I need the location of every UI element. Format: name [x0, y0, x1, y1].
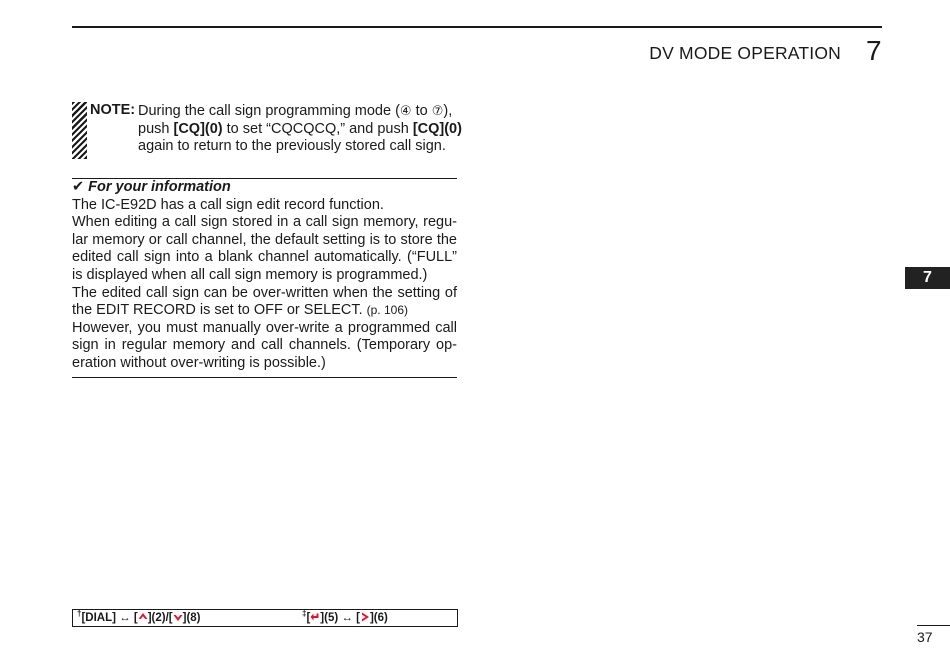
- info-paragraph-1: The IC-E92D has a call sign edit record function.: [72, 196, 384, 213]
- enter-key-label: ](5): [320, 612, 339, 624]
- note-box: [72, 102, 462, 160]
- page-reference: (p. 106): [366, 303, 408, 318]
- info-paragraph-4: However, you must manually over-write a programmed call sign in regular memory and call channels. (Temporary op-eration without over-writing is possible.): [72, 319, 457, 371]
- info-paragraph-3-text: The edited call sign can be over-written when the setting of the EDIT RECORD is set to OFF or SELECT.: [72, 284, 457, 319]
- down-key-label: ](8): [182, 612, 201, 624]
- enter-arrow-icon: [310, 612, 320, 622]
- note-line-3: again to return to the previously stored call sign.: [138, 138, 446, 155]
- info-heading-text: For your information: [88, 179, 231, 195]
- key-legend-left: [77, 610, 201, 626]
- up-down-key-label: ](2)/[: [147, 612, 173, 624]
- swap-symbol-left: ↔: [119, 612, 131, 624]
- cq-key-1: [CQ](0): [173, 120, 223, 137]
- page-number-rule: [917, 625, 950, 626]
- info-box: [72, 178, 457, 378]
- double-dagger-mark: ‡: [302, 609, 307, 619]
- key-legend-right: [302, 610, 388, 626]
- dial-key-label: [DIAL]: [81, 612, 116, 624]
- swap-symbol-right: ↔: [341, 612, 353, 624]
- note-line-1: [138, 102, 460, 121]
- note-line1-mid: to: [411, 103, 432, 119]
- step-start-symbol: ④: [399, 103, 412, 118]
- check-icon: ✔: [72, 179, 85, 195]
- note-line2-pre: push: [138, 120, 174, 137]
- step-end-symbol: ⑦: [431, 103, 444, 118]
- note-line-2: [138, 121, 460, 139]
- chapter-side-tab: [905, 267, 950, 289]
- key-legend-box: [72, 609, 458, 627]
- chapter-title: DV MODE OPERATION: [649, 43, 841, 63]
- note-body: [138, 102, 460, 156]
- note-line1-end: ),: [443, 103, 453, 119]
- note-line2-mid: to set “CQCQCQ,” and push: [222, 120, 413, 137]
- info-paragraph-2: When editing a call sign stored in a call sign memory, regu-lar memory or call channel, the default setting is to store the edited call sign into a blank channel automatically. (“FULL” is displayed when all call sign memory is programmed.): [72, 214, 457, 283]
- enter-key-open: [: [306, 612, 311, 624]
- cq-key-2: [CQ](0): [412, 120, 462, 137]
- right-arrow-icon: [360, 612, 370, 622]
- note-stripes-icon: [72, 102, 87, 159]
- dagger-mark: †: [77, 609, 82, 619]
- top-rule: [72, 26, 882, 28]
- info-heading: [72, 179, 457, 197]
- chapter-side-tab-label: 7: [923, 269, 932, 286]
- note-line1-text: During the call sign programming mode (: [138, 103, 400, 119]
- up-arrow-icon: [138, 612, 148, 622]
- page-number: 37: [917, 629, 933, 645]
- chapter-number: 7: [866, 35, 882, 66]
- right-key-open: [: [356, 612, 360, 624]
- info-paragraph-3: [72, 285, 457, 320]
- up-key-open: [: [133, 612, 138, 624]
- right-key-label: ](6): [369, 612, 388, 624]
- down-arrow-icon: [173, 612, 183, 622]
- note-label: NOTE:: [90, 102, 136, 118]
